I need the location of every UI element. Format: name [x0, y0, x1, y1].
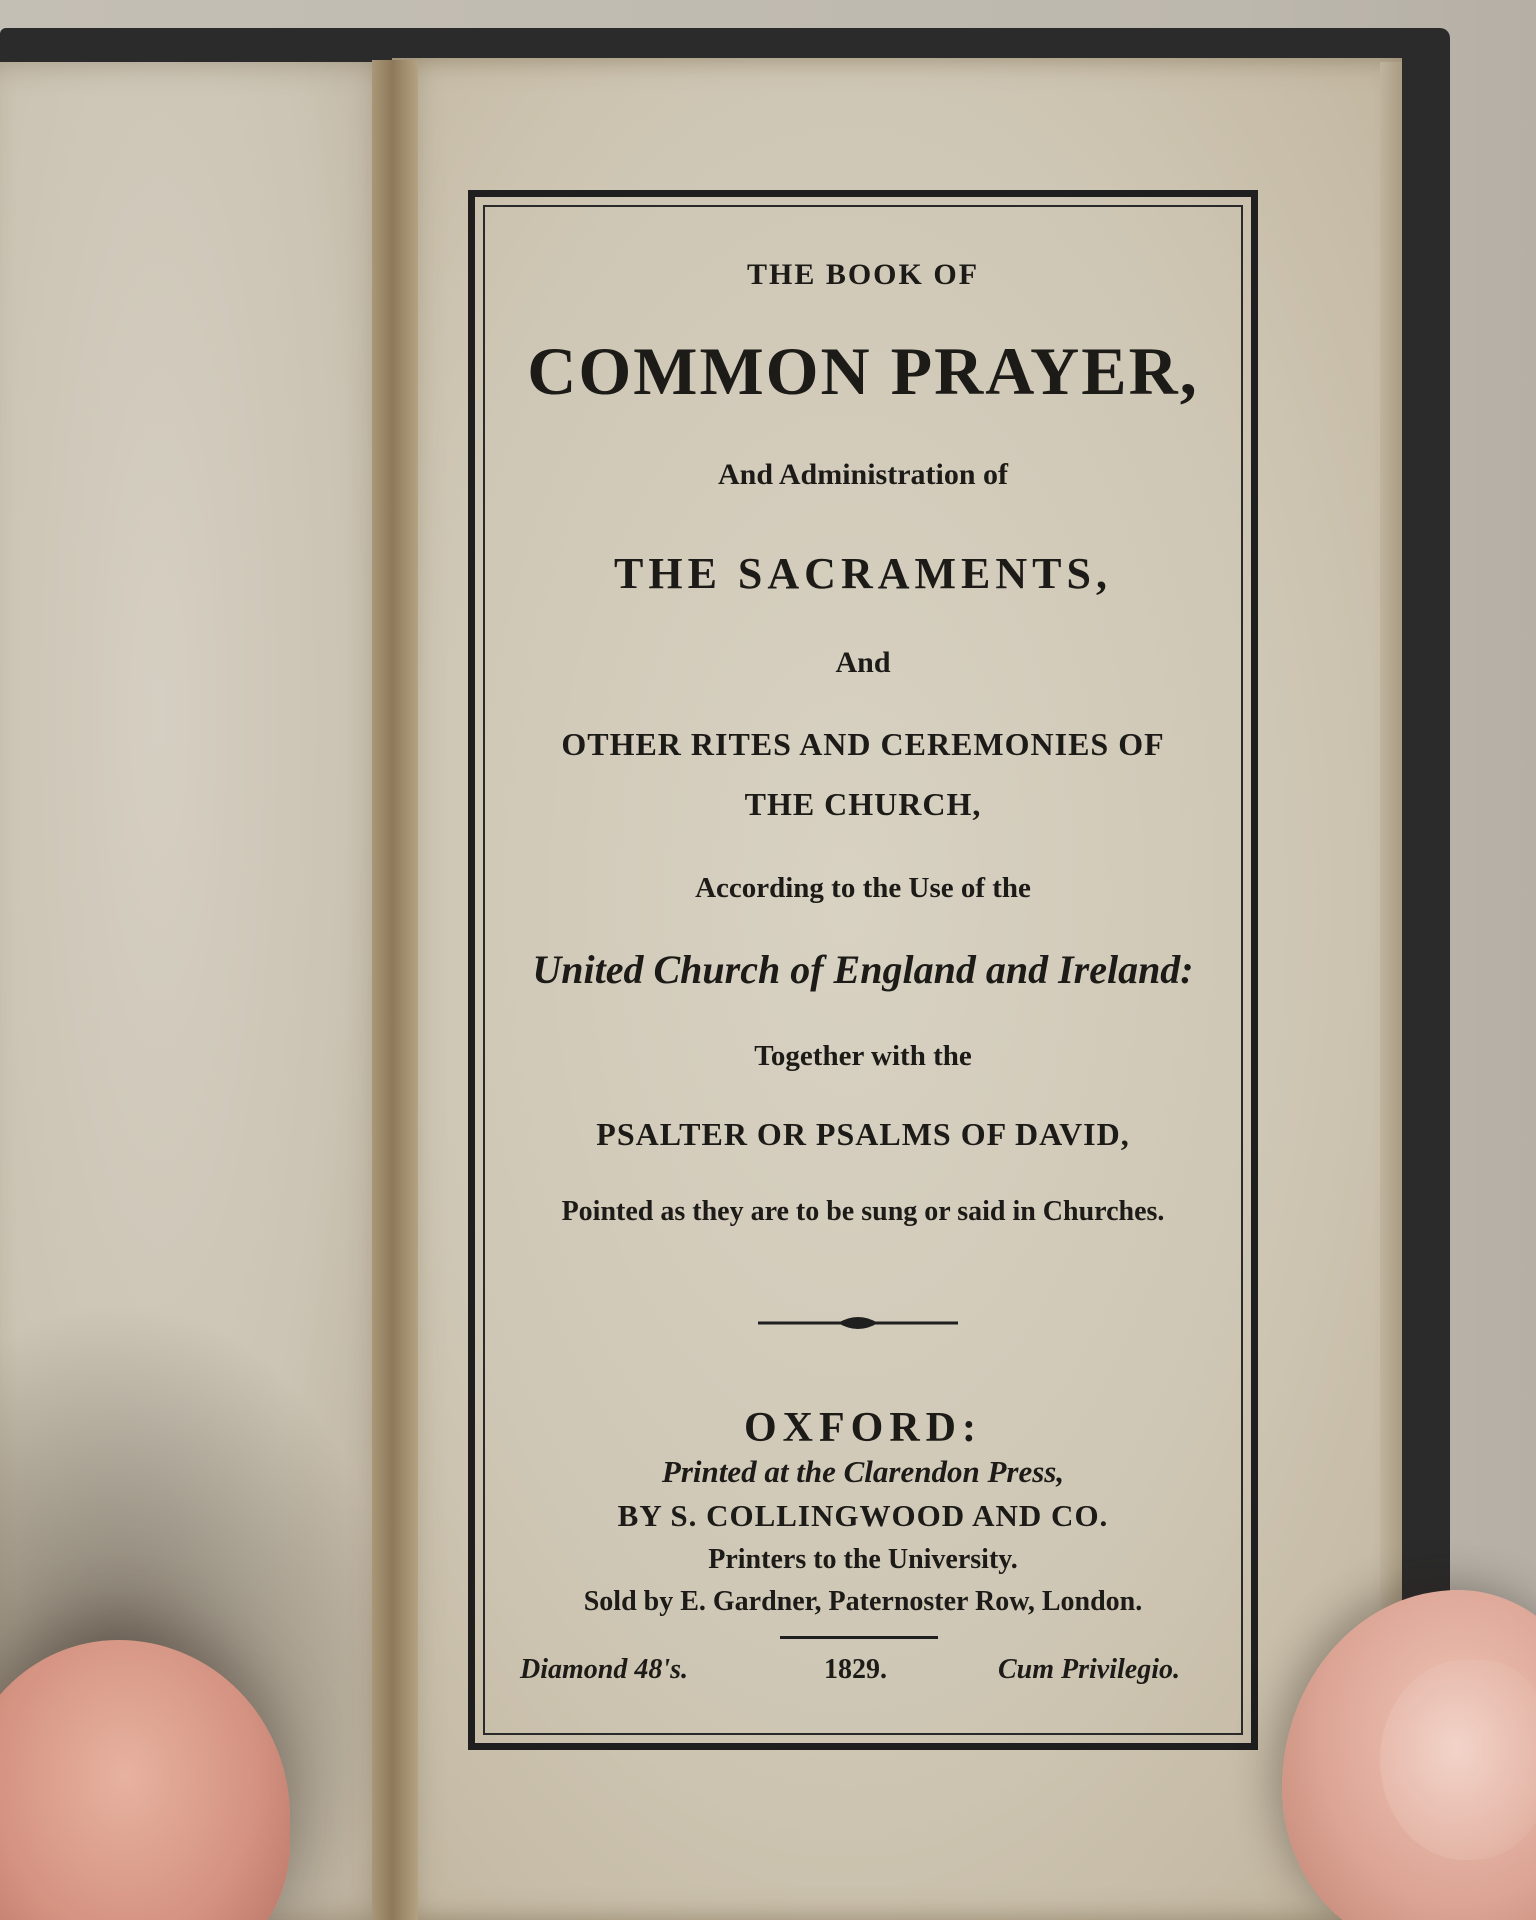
title-line-book-of: THE BOOK OF — [746, 258, 980, 291]
title-line-and: And — [835, 646, 891, 679]
footer-format: Diamond 48's. — [520, 1654, 689, 1685]
imprint-printer: BY S. COLLINGWOOD AND CO. — [617, 1498, 1109, 1533]
footer-year: 1829. — [824, 1654, 887, 1685]
footer-rule — [780, 1636, 938, 1639]
title-line-united-church: United Church of England and Ireland: — [532, 947, 1194, 992]
imprint-press: Printed at the Clarendon Press, — [661, 1454, 1065, 1489]
title-line-sacraments: THE SACRAMENTS, — [614, 549, 1112, 598]
title-line-other-rites: OTHER RITES AND CEREMONIES OF — [561, 726, 1165, 762]
title-line-according: According to the Use of the — [695, 872, 1031, 904]
title-line-together: Together with the — [754, 1040, 972, 1072]
ornament-divider — [758, 1308, 958, 1338]
footer-privilege: Cum Privilegio. — [998, 1654, 1180, 1685]
book-gutter — [372, 60, 418, 1920]
title-line-psalter: PSALTER OR PSALMS OF DAVID, — [596, 1116, 1130, 1152]
imprint-seller: Sold by E. Gardner, Paternoster Row, London. — [583, 1586, 1143, 1617]
title-line-administration: And Administration of — [717, 458, 1009, 491]
thumbnail-nail — [1380, 1660, 1536, 1860]
imprint-place: OXFORD: — [744, 1405, 982, 1451]
title-line-the-church: THE CHURCH, — [744, 786, 982, 822]
title-line-pointed: Pointed as they are to be sung or said in Churches. — [561, 1196, 1165, 1227]
title-line-common-prayer: COMMON PRAYER, — [527, 333, 1199, 409]
imprint-role: Printers to the University. — [708, 1544, 1018, 1575]
